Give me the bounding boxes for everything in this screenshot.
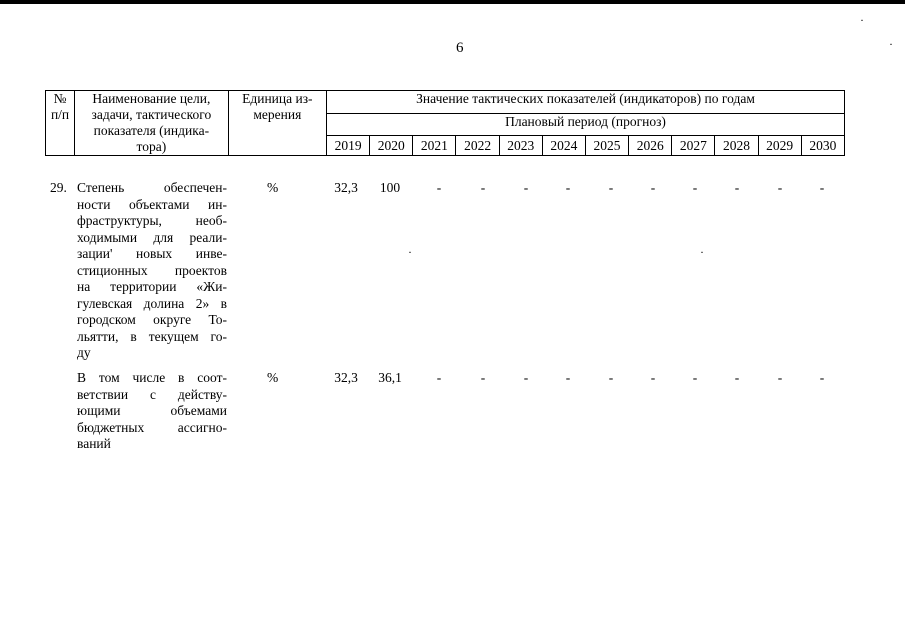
year-cell: 2027 [672,136,715,156]
row-value: 32,3 [334,180,358,195]
row-value: - [436,370,442,385]
year-cell: 2028 [715,136,758,156]
scan-speck: · [860,13,864,27]
row-value: - [523,370,529,385]
scan-speck: · [700,245,704,259]
row-value: - [523,180,529,195]
row-value: - [692,180,698,195]
year-cell: 2019 [327,136,370,156]
year-cell: 2021 [413,136,456,156]
row-value: - [608,180,614,195]
year-cell: 2024 [542,136,585,156]
row-value: - [692,370,698,385]
row-unit: % [267,180,279,195]
year-cell: 2023 [499,136,542,156]
row-value: - [650,180,656,195]
scan-speck: · [408,245,412,259]
top-border [0,0,905,4]
row-indicator-name: В том числе в соот- ветствии с действу- ющими объемами бюджетных ассигно- ваний [77,370,227,451]
row-value: - [565,180,571,195]
row-value: - [436,180,442,195]
row-value: - [734,180,740,195]
row-value: - [819,180,825,195]
row-value: - [565,370,571,385]
row-indicator-name: Степень обеспечен- ности объектами ин- фраструктуры, необ- ходимыми для реали- зации' новых инве- стиционных проектов на территории «Жи- гулевская долина 2» в городском округе То- льятти, в текущем го- ду [77,180,227,360]
year-cell: 2022 [456,136,499,156]
year-cell: 2026 [629,136,672,156]
row-value: - [777,180,783,195]
indicator-table-header [45,90,845,156]
row-value: 32,3 [334,370,358,385]
year-cell: 2029 [758,136,801,156]
year-cell: 2025 [585,136,628,156]
row-value: - [480,370,486,385]
header-number: № п/п [46,91,75,156]
row-value: 36,1 [378,370,402,385]
header-name: Наименование цели, задачи, тактического показателя (индика- тора) [75,91,229,156]
year-cell: 2030 [801,136,844,156]
header-values-title: Значение тактических показателей (индикаторов) по годам [327,91,845,114]
year-cell: 2020 [370,136,413,156]
scan-speck: · [889,37,893,51]
page-number: 6 [456,40,464,56]
row-value: - [819,370,825,385]
row-value: - [608,370,614,385]
header-unit: Единица из- мерения [228,91,326,156]
row-value: - [777,370,783,385]
row-unit: % [267,370,279,385]
row-value: - [650,370,656,385]
row-value: - [734,370,740,385]
row-value: 100 [379,180,401,195]
row-number: 29. [50,180,67,195]
header-planned-period: Плановый период (прогноз) [327,113,845,136]
row-value: - [480,180,486,195]
